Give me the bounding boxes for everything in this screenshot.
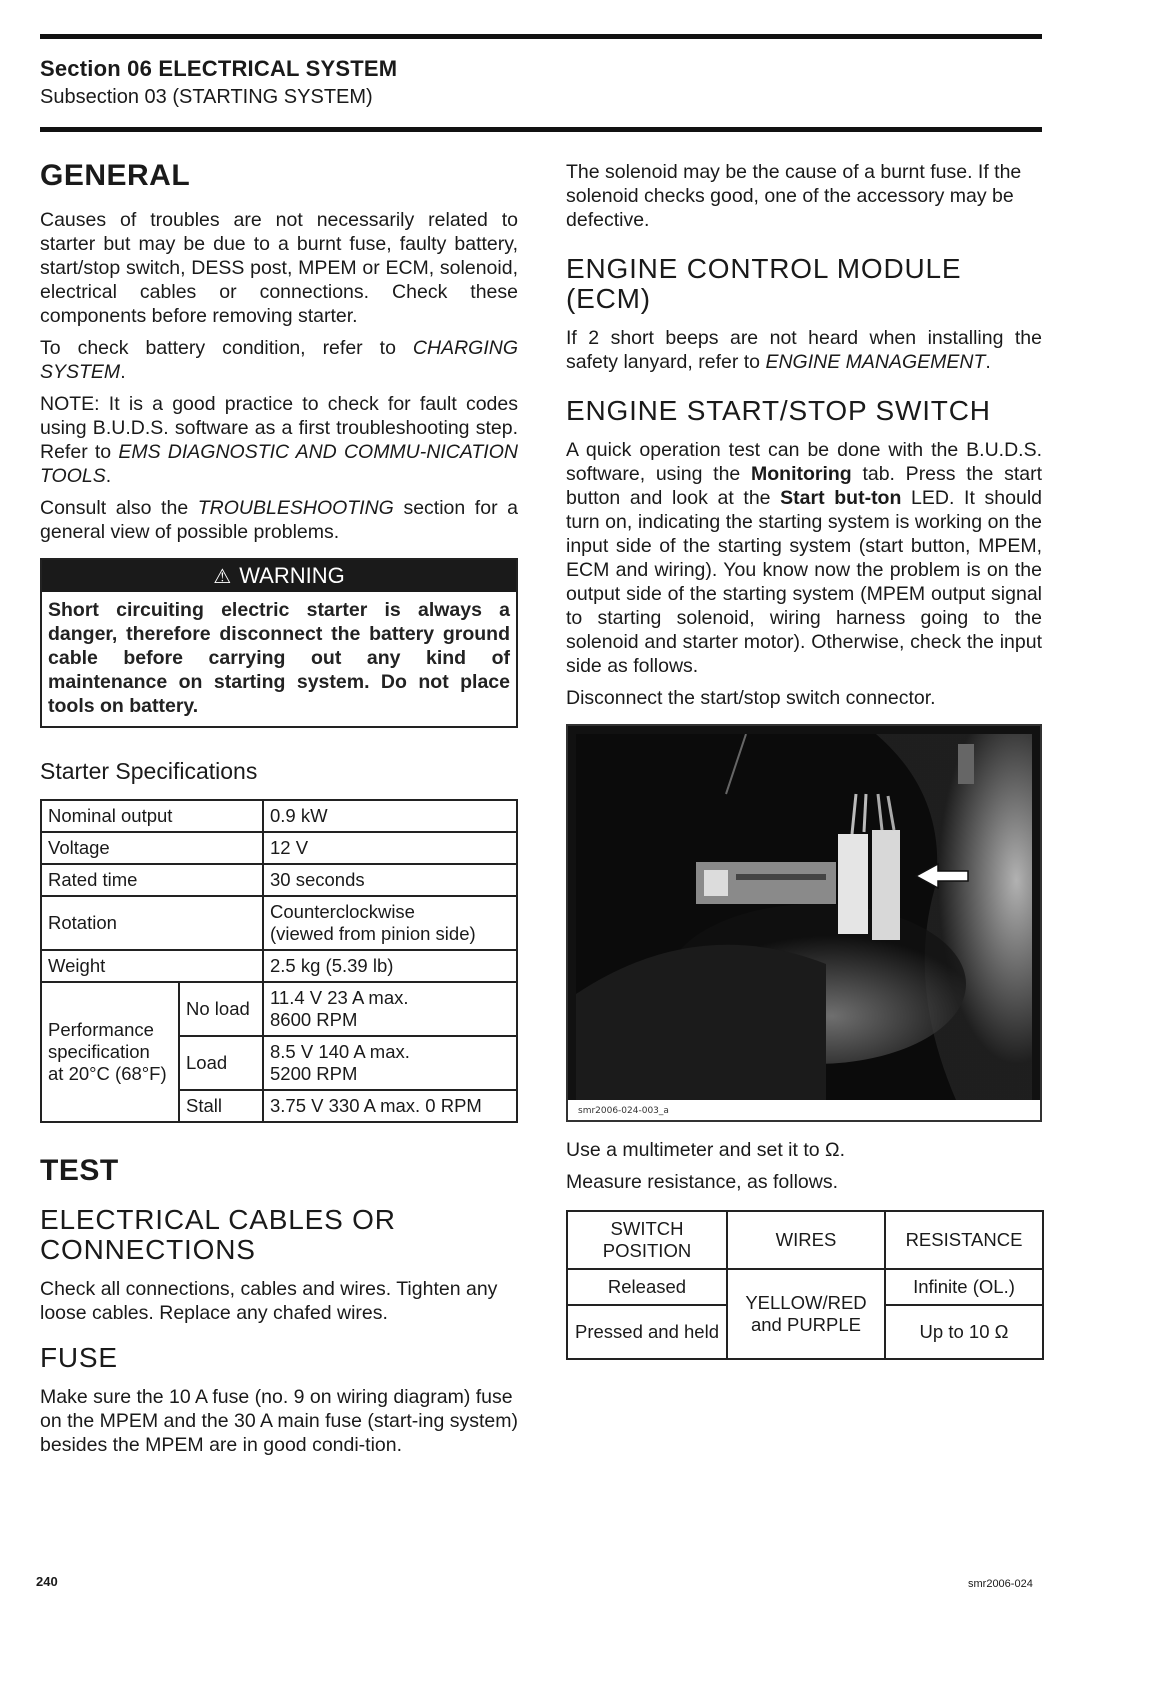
disconnect-paragraph: Disconnect the start/stop switch connector.	[566, 687, 936, 709]
starter-specs-table	[40, 799, 518, 1123]
table-row	[41, 950, 517, 982]
spec-value: 0.9 kW	[263, 800, 517, 832]
spec-label: Nominal output	[41, 800, 263, 832]
table-row	[567, 1269, 1043, 1305]
cables-heading: ELECTRICAL CABLES OR CONNECTIONS	[40, 1204, 396, 1265]
general-paragraph: Causes of troubles are not necessarily related to starter but may be due to a burnt fuse, faulty battery, start/stop switch, DESS post, MPEM or ECM, solenoid, electrical cables or connections. Check these components before removing starter.	[40, 209, 518, 327]
up-to-cell: Up to 10 Ω	[885, 1305, 1043, 1359]
table-row	[41, 832, 517, 864]
performance-label: Performance specification at 20°C (68°F)	[41, 982, 179, 1122]
spec-label: Voltage	[41, 832, 263, 864]
header-bottom-rule	[40, 127, 1042, 132]
resistance-table	[566, 1210, 1044, 1360]
ems-tools-ref: EMS DIAGNOSTIC AND COMMU-NICATION TOOLS	[40, 441, 518, 487]
infinite-cell: Infinite (OL.)	[885, 1269, 1043, 1305]
note-label: NOTE:	[40, 393, 100, 415]
test-heading: TEST	[40, 1154, 119, 1187]
pressed-cell: Pressed and held	[567, 1305, 727, 1359]
starter-specs-heading: Starter Specifications	[40, 758, 258, 784]
table-row	[41, 982, 517, 1036]
photo-caption: smr2006-024-003_a	[578, 1106, 669, 1116]
table-row	[567, 1211, 1043, 1269]
header-cell: WIRES	[727, 1211, 885, 1269]
top-rule	[40, 34, 1042, 39]
fuse-heading: FUSE	[40, 1342, 118, 1373]
no-load-label: No load	[179, 982, 263, 1036]
warning-text: Short circuiting electric starter is always a danger, therefore disconnect the battery ground cable before carrying out any kind of maintenance on starting system. Do not place tools on battery.	[48, 599, 510, 717]
spec-value: 30 seconds	[263, 864, 517, 896]
table-row	[41, 896, 517, 950]
charging-system-ref: CHARGING SYSTEM	[40, 337, 518, 383]
stall-value: 3.75 V 330 A max. 0 RPM	[263, 1090, 517, 1122]
section-title: Section 06 ELECTRICAL SYSTEM	[40, 56, 398, 81]
troubleshooting-paragraph: Consult also the TROUBLESHOOTING section for a general view of possible problems.	[40, 497, 518, 543]
right-column	[566, 160, 1042, 1360]
stall-label: Stall	[179, 1090, 263, 1122]
general-heading: GENERAL	[40, 159, 191, 192]
solenoid-paragraph: The solenoid may be the cause of a burnt fuse. If the solenoid checks good, one of the accessory may be defective.	[566, 161, 1022, 231]
spec-label: Rotation	[41, 896, 263, 950]
fuse-paragraph: Make sure the 10 A fuse (no. 9 on wiring diagram) fuse on the MPEM and the 30 A main fuse (start-ing system) besides the MPEM are in good condi-tion.	[40, 1386, 518, 1456]
no-load-value: 11.4 V 23 A max. 8600 RPM	[263, 982, 517, 1036]
spec-label: Weight	[41, 950, 263, 982]
measure-paragraph: Measure resistance, as follows.	[566, 1171, 839, 1193]
released-cell: Released	[567, 1269, 727, 1305]
spec-value: Counterclockwise (viewed from pinion side)	[263, 896, 517, 950]
ecm-heading: ENGINE CONTROL MODULE (ECM)	[566, 253, 962, 314]
switch-paragraph: A quick operation test can be done with the B.U.D.S. software, using the Monitoring tab. Press the start button and look at the Start but-ton LED. It should turn on, indicating the starting system is working on the input side of the starting system (start button, MPEM, ECM and wiring). You know now the problem is on the output side of the starting system (MPEM output signal to starting solenoid, wiring harness going to the solenoid and starter motor). Otherwise, check the input side as follows.	[566, 439, 1043, 677]
engine-management-ref: ENGINE MANAGEMENT	[765, 351, 986, 373]
page-number: 240	[36, 1574, 58, 1589]
monitoring-tab-ref: Monitoring	[751, 463, 852, 485]
warning-label: WARNING	[239, 563, 345, 588]
switch-heading: ENGINE START/STOP SWITCH	[566, 395, 991, 426]
multimeter-paragraph: Use a multimeter and set it to Ω.	[566, 1139, 846, 1161]
header-cell: RESISTANCE	[885, 1211, 1043, 1269]
left-column	[40, 160, 518, 1465]
table-row	[41, 864, 517, 896]
note-paragraph: NOTE: It is a good practice to check for fault codes using B.U.D.S. software as a first troubleshooting step. Refer to EMS DIAGNOSTIC AND COMMU-NICATION TOOLS.	[40, 393, 518, 487]
cables-paragraph: Check all connections, cables and wires. Tighten any loose cables. Replace any chafed wires.	[40, 1278, 498, 1324]
troubleshooting-ref: TROUBLESHOOTING	[197, 497, 394, 519]
load-value: 8.5 V 140 A max. 5200 RPM	[263, 1036, 517, 1090]
warning-header	[42, 560, 516, 592]
spec-label: Rated time	[41, 864, 263, 896]
connector-photo-image	[576, 734, 1032, 1100]
battery-paragraph: To check battery condition, refer to CHARGING SYSTEM.	[40, 337, 518, 383]
subsection-title: Subsection 03 (STARTING SYSTEM)	[40, 86, 373, 108]
warning-triangle-icon: ⚠	[213, 566, 232, 588]
spec-value: 2.5 kg (5.39 lb)	[263, 950, 517, 982]
spec-value: 12 V	[263, 832, 517, 864]
connector-photo	[566, 724, 1042, 1122]
wires-cell: YELLOW/RED and PURPLE	[727, 1269, 885, 1359]
load-label: Load	[179, 1036, 263, 1090]
start-button-ref: Start but-ton	[780, 487, 902, 509]
warning-box	[40, 558, 518, 728]
document-code: smr2006-024	[968, 1578, 1033, 1590]
table-row	[41, 800, 517, 832]
ecm-paragraph: If 2 short beeps are not heard when installing the safety lanyard, refer to ENGINE MANAGEMENT.	[566, 327, 1042, 373]
header-cell: SWITCH POSITION	[567, 1211, 727, 1269]
